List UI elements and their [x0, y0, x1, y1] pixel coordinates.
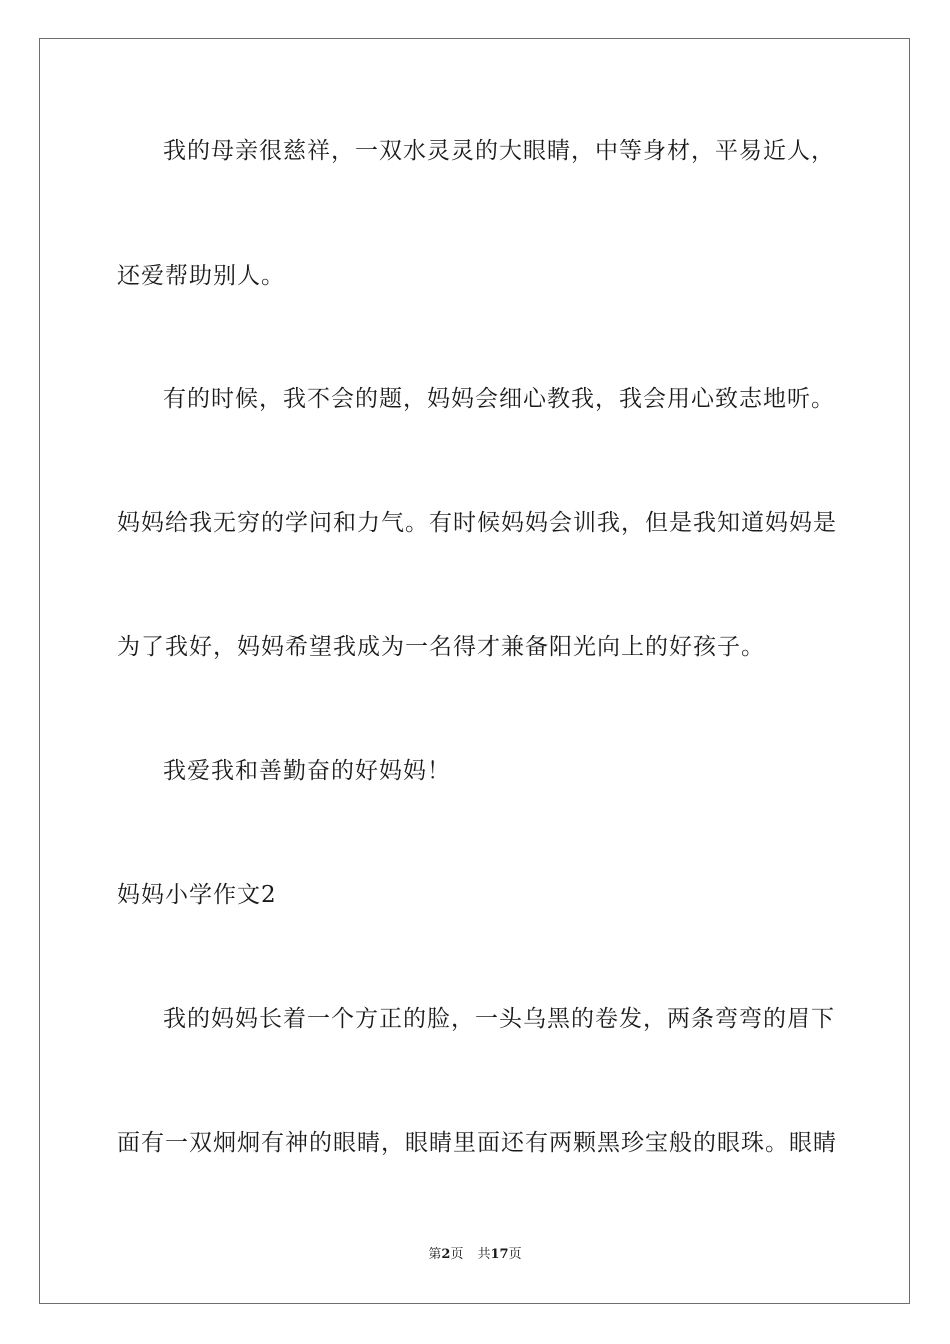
paragraph-line-3: 有的时候，我不会的题，妈妈会细心教我，我会用心致志地听。	[163, 386, 835, 412]
page-border	[39, 38, 910, 1304]
paragraph-line-2: 还爱帮助别人。	[117, 263, 285, 289]
page-suffix: 页	[450, 1247, 464, 1262]
page-number: 2	[441, 1247, 451, 1262]
paragraph-line-6: 我爱我和善勤奋的好妈妈！	[163, 758, 451, 784]
paragraph-line-7: 我的妈妈长着一个方正的脸，一头乌黑的卷发，两条弯弯的眉下	[163, 1006, 835, 1032]
page-prefix: 第	[428, 1247, 442, 1262]
total-prefix: 共	[477, 1247, 491, 1262]
paragraph-line-8: 面有一双炯炯有神的眼睛，眼睛里面还有两颗黑珍宝般的眼珠。眼睛	[117, 1130, 837, 1156]
total-suffix: 页	[508, 1247, 522, 1262]
paragraph-line-5: 为了我好，妈妈希望我成为一名得才兼备阳光向上的好孩子。	[117, 634, 765, 660]
total-pages: 17	[490, 1247, 509, 1262]
page-footer	[0, 1246, 950, 1264]
paragraph-line-4: 妈妈给我无穷的学问和力气。有时候妈妈会训我，但是我知道妈妈是	[117, 510, 837, 536]
paragraph-line-1: 我的母亲很慈祥，一双水灵灵的大眼睛，中等身材，平易近人，	[163, 138, 835, 164]
section-heading: 妈妈小学作文2	[117, 882, 277, 908]
